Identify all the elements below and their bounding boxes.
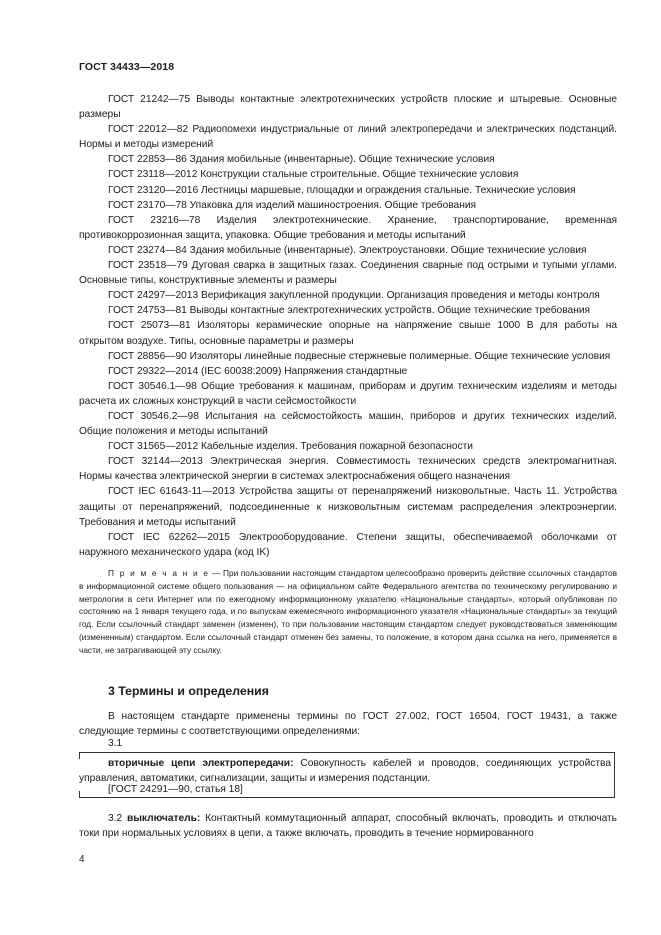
page-number: 4 [79,854,85,865]
normative-references-list [79,92,617,560]
reference-item: ГОСТ 22853—86 Здания мобильные (инвентарные). Общие технические условия [108,154,495,166]
reference-item: ГОСТ 25073—81 Изоляторы керамические опорные на напряжение свыше 1000 В для работы на открытом воздухе. Типы, основные параметры и размеры [79,320,617,347]
term-name: вторичные цепи электропередачи: [108,758,294,769]
reference-item: ГОСТ 22012—82 Радиопомехи индустриальные от линий электропередачи и электрических подстанций. Нормы и методы измерений [79,124,617,151]
reference-item: ГОСТ 23120—2016 Лестницы маршевые, площадки и ограждения стальные. Технические условия [108,184,576,196]
reference-item: ГОСТ 23216—78 Изделия электротехнические. Хранение, транспортирование, временная противокоррозионная защита, упаковка. Общие требования и методы испытаний [79,214,617,241]
reference-item: ГОСТ 24753—81 Выводы контактные электротехнических устройств. Общие технические требования [108,305,591,317]
reference-item: ГОСТ 31565—2012 Кабельные изделия. Требования пожарной безопасности [108,441,473,453]
reference-item: ГОСТ 29322—2014 (IEC 60038:2009) Напряжения стандартные [108,365,408,377]
reference-item: ГОСТ 28856—90 Изоляторы линейные подвесные стержневые полимерные. Общие технические условия [108,350,611,362]
reference-item: ГОСТ 32144—2013 Электрическая энергия. Совместимость технических средств электромагнитная. Нормы качества электрической энергии в системах электроснабжения общего назначения [79,456,617,483]
term-source: [ГОСТ 24291—90, статья 18] [108,784,243,795]
reference-item: ГОСТ IEC 62262—2015 Электрооборудование. Степени защиты, обеспечиваемой оболочками от наружного механического удара (код IK) [79,531,617,558]
section-title: 3 Термины и определения [108,684,269,698]
reference-item: ГОСТ 23170—78 Упаковка для изделий машиностроения. Общие требования [108,199,477,211]
reference-item: ГОСТ 24297—2013 Верификация закупленной продукции. Организация проведения и методы контроля [108,290,600,302]
note-label: П р и м е ч а н и е [108,568,210,578]
term-definition-text: Контактный коммутационный аппарат, способный включать, проводить и отключать токи при нормальных условиях в цепи, а также включать, проводить в течение нормированного [79,813,617,840]
reference-item: ГОСТ 23274—84 Здания мобильные (инвентарные). Электроустановки. Общие технические условия [108,244,587,256]
section-intro: В настоящем стандарте применены термины по ГОСТ 27.002, ГОСТ 16504, ГОСТ 19431, а также следующие термины с соответствующими определениями: [79,711,617,738]
term-number: 3.1 [108,738,123,749]
reference-item: ГОСТ 23518—79 Дуговая сварка в защитных газах. Соединения сварные под острыми и тупыми углами. Основные типы, конструктивные элементы и размеры [79,260,617,287]
term-definition [79,811,617,841]
reference-item: ГОСТ 23118—2012 Конструкции стальные строительные. Общие технические условия [108,169,519,181]
note-text: — При пользовании настоящим стандартом целесообразно проверить действие ссылочных стандартов в информационной системе общего пользования — на официальном сайте Федерального агентства по техническому регулированию и метрологии в сети Интернет или по ежегодному информационному указателю «Национальные стандарты», который опубликован по состоянию на 1 января текущего года, и по выпускам ежемесячного информационного указателя «Национальные стандарты» за текущий год. Если ссылочный стандарт заменен (изменен), то при пользовании настоящим стандартом следует руководствоваться заменяющим (измененным) стандартом. Если ссылочный стандарт отменен без замены, то положение, в котором дана ссылка на него, применяется в части, не затрагивающей эту ссылку. [79,568,617,655]
term-name: выключатель: [126,813,201,824]
reference-item: ГОСТ 21242—75 Выводы контактные электротехнических устройств плоские и штыревые. Основные размеры [79,94,617,121]
reference-item: ГОСТ 30546.2—98 Испытания на сейсмостойкость машин, приборов и других технических изделий. Общие положения и методы испытаний [79,410,617,438]
term-definition [79,756,611,786]
reference-item: ГОСТ 30546.1—98 Общие требования к машинам, приборам и другим техническим изделиям и методы расчета их сложных конструкций в части сейсмостойкости [79,380,617,407]
note-paragraph [79,567,617,657]
term-number: 3.2 [108,813,123,824]
page-header: ГОСТ 34433—2018 [79,61,175,73]
reference-item: ГОСТ IEC 61643-11—2013 Устройства защиты от перенапряжений низковольтные. Часть 11. Устройства защиты от перенапряжений, подсоединенные к низковольтным системам распределения электроэнергии. Требования и методы испытаний [79,486,617,528]
term-definition-text: Совокупность кабелей и проводов, соединяющих устройства управления, автоматики, сигнализации, защиты и измерения подстанции. [79,758,611,785]
